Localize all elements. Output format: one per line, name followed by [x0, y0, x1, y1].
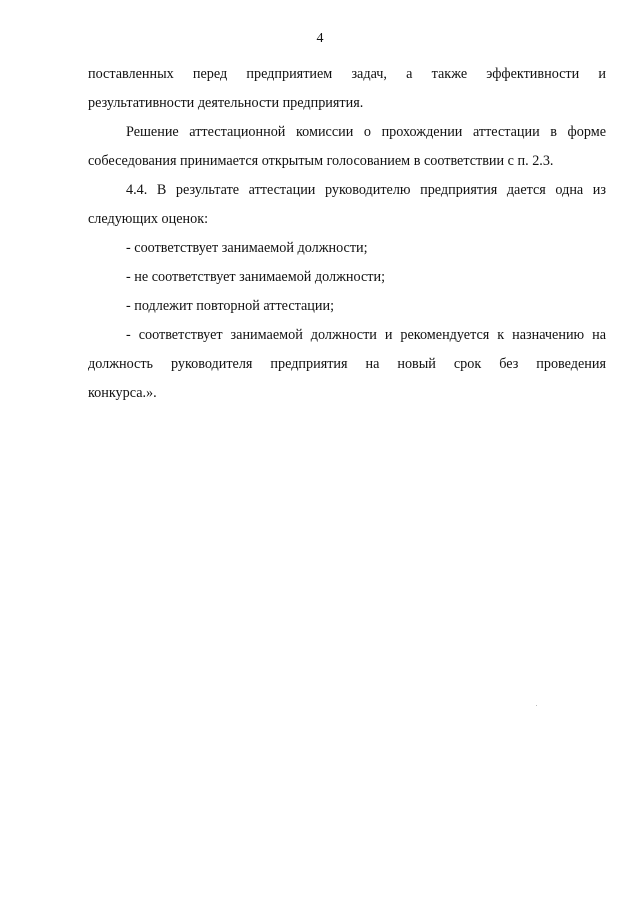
paragraph-2-line-2: собеседования принимается открытым голосованием в соответствии с п. 2.3. [88, 153, 554, 169]
paragraph-2-line-1: Решение аттестационной комиссии о прохождении аттестации в форме [126, 124, 606, 140]
document-body [88, 60, 606, 408]
paragraph-3-line-1: 4.4. В результате аттестации руководителю предприятия дается одна из [126, 182, 606, 198]
list-item-2: - не соответствует занимаемой должности; [126, 269, 386, 285]
list-item-4-line-3: конкурса.». [88, 385, 157, 401]
paragraph-1-line-2: результативности деятельности предприятия. [88, 95, 364, 111]
list-item-4-line-2: должность руководителя предприятия на новый срок без проведения [88, 356, 606, 372]
list-item-3: - подлежит повторной аттестации; [126, 298, 335, 314]
list-item-1: - соответствует занимаемой должности; [126, 240, 368, 256]
paragraph-3-line-2: следующих оценок: [88, 211, 209, 227]
list-item-4-line-1: - соответствует занимаемой должности и рекомендуется к назначению на [126, 327, 606, 343]
page-number: 4 [316, 31, 324, 46]
paragraph-1-line-1: поставленных перед предприятием задач, а также эффективности и [88, 66, 606, 82]
scan-speck [536, 705, 537, 706]
